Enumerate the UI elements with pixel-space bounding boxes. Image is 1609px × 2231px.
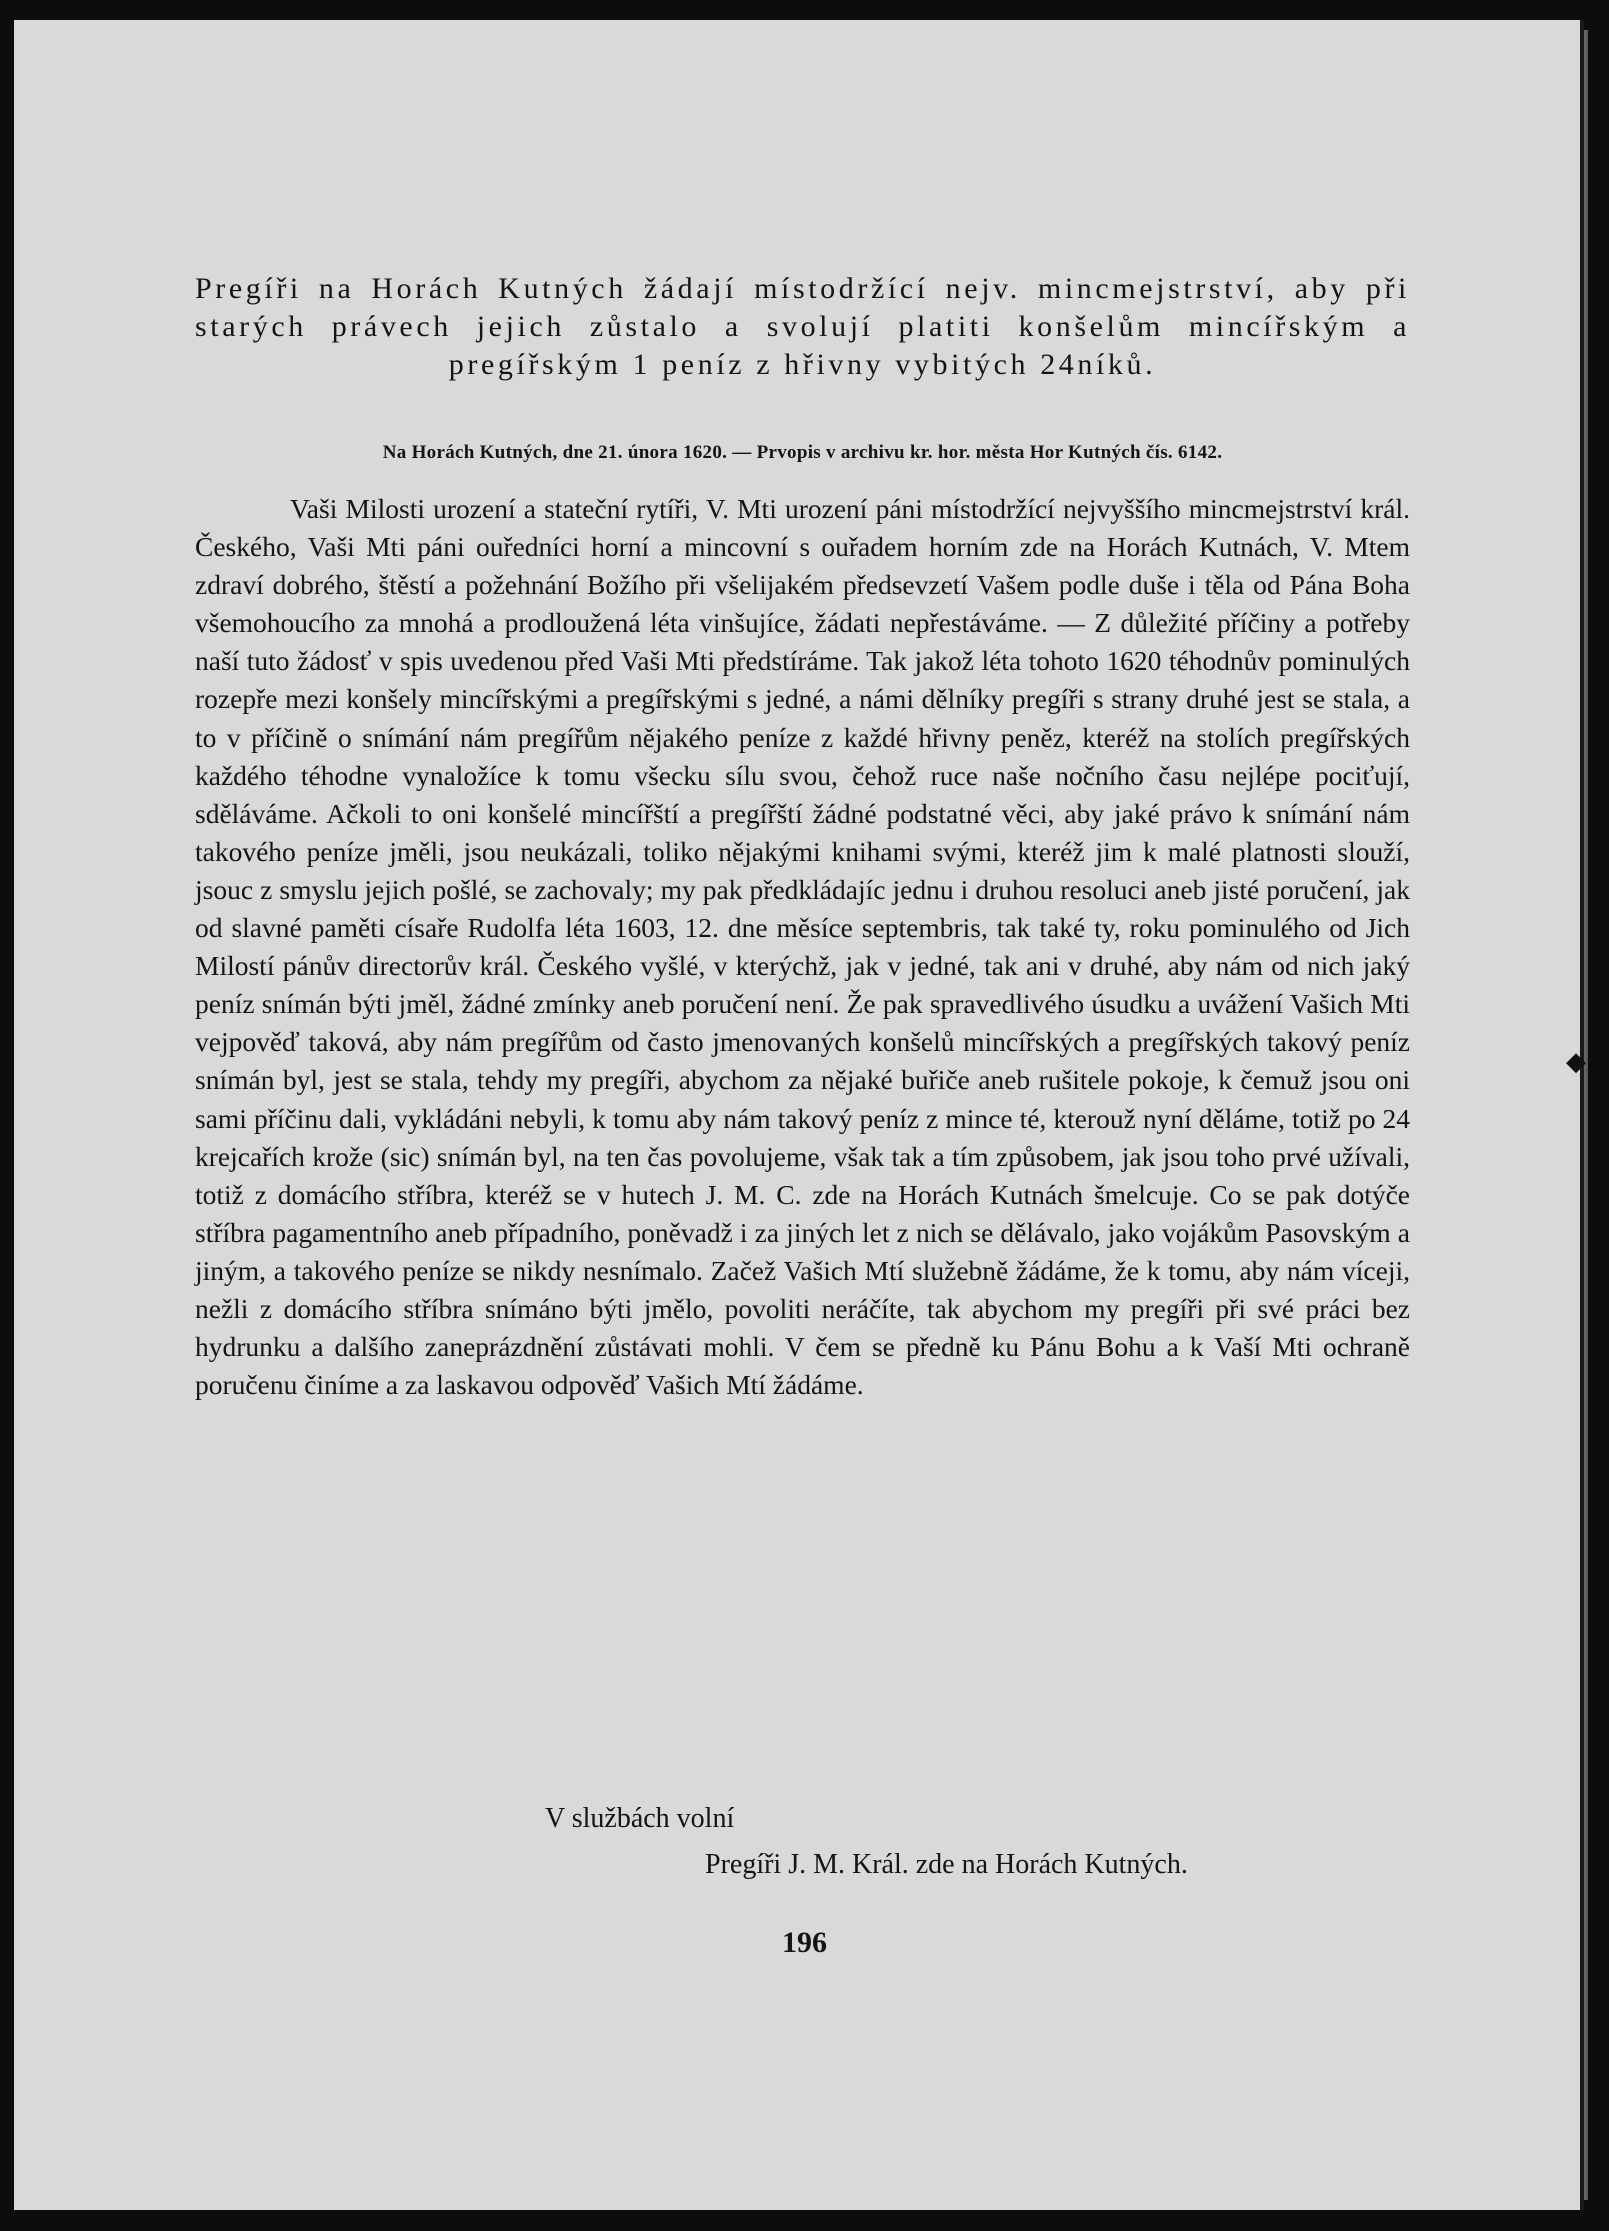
- signature-line: Pregíři J. M. Král. zde na Horách Kutných.: [705, 1849, 1188, 1880]
- margin-arrow-icon: ◆: [1566, 1047, 1586, 1077]
- document-heading: Pregíři na Horách Kutných žádají místodržící nejv. mincmejstrství, aby při starých právech jejich zůstalo a svolují platiti konšelům mincířským a pregířským 1 peníz z hřivny vybitých 24níků.: [195, 272, 1410, 381]
- letter-body: [195, 490, 1410, 1404]
- closing-salutation: V službách volní: [545, 1803, 735, 1834]
- page-number: 196: [782, 1926, 827, 1959]
- source-note: Na Horách Kutných, dne 21. února 1620. — Prvopis v archivu kr. hor. města Hor Kutných čís. 6142.: [382, 442, 1223, 463]
- body-paragraph: Vaši Milosti urození a stateční rytíři, V. Mti urození páni místodržící nejvyššího mincmejstrství král. Českého, Vaši Mti páni ouředníci horní a mincovní s ouřadem horním zde na Horách Kutnách, V. Mtem zdraví dobrého, štěstí a požehnání Božího při všelijakém předsevzetí Vašem podle duše i těla od Pána Boha všemohoucího za mnohá a prodloužená léta vinšujíce, žádati nepřestáváme. — Z důležité příčiny a potřeby naší tuto žádosť v spis uvedenou před Vaši Mti předstíráme. Tak jakož léta tohoto 1620 téhodnův pominulých rozepře mezi konšely mincířskými a pregířskými s jedné, a námi dělníky pregíři s strany druhé jest se stala, a to v příčině o snímání nám pregířům nějakého peníze z každé hřivny peněz, kteréž na stolích pregířských každého téhodne vynaložíce k tomu všecku sílu svou, čehož ruce naše nočního času nejlépe pociťují, sděláváme. Ačkoli to oni konšelé mincířští a pregířští žádné podstatné věci, aby jaké právo k snímání nám takového peníze jměli, jsou neukázali, toliko nějakými knihami svými, kteréž jim k malé platnosti slouží, jsouc z smyslu jejich pošlé, se zachovaly; my pak předkládajíc jednu i druhou resoluci aneb jisté poručení, jak od slavné paměti císaře Rudolfa léta 1603, 12. dne měsíce septembris, tak také ty, roku pominulého od Jich Milostí pánův directorův král. Českého vyšlé, v kterýchž, jak v jedné, tak ani v druhé, aby nám od nich jaký peníz snímán býti jměl, žádné zmínky aneb poručení není. Že pak spravedlivého úsudku a uvážení Vašich Mti vejpověď taková, aby nám pregířům od často jmenovaných konšelů mincířských a pregířských takový peníz snímán byl, jest se stala, tehdy my pregíři, abychom za nějaké buřiče aneb rušitele pokoje, k čemuž jsou oni sami příčinu dali, vykládáni nebyli, k tomu aby nám takový peníz z mince té, kterouž nyní děláme, totiž po 24 krejcařích krože (sic) snímán byl, na ten čas povolujeme, však tak a tím způsobem, jak jsou toho prvé užívali, totiž z domácího stříbra, kteréž se v hutech J. M. C. zde na Horách Kutnách šmelcuje. Co se pak dotýče stříbra pagamentního aneb případního, poněvadž i za jiných let z nich se dělávalo, jako vojákům Pasovským a jiným, a takového peníze se nikdy nesnímalo. Začež Vašich Mtí služebně žádáme, že k tomu, aby nám víceji, nežli z domácího stříbra snímáno býti jmělo, povoliti neráčíte, tak abychom my pregíři při své práci bez hydrunku a dalšího zaneprázdnění zůstávati mohli. V čem se předně ku Pánu Bohu a k Vaší Mti ochraně poručenu činíme a za laskavou odpověď Vašich Mtí žádáme.: [195, 493, 1410, 1401]
